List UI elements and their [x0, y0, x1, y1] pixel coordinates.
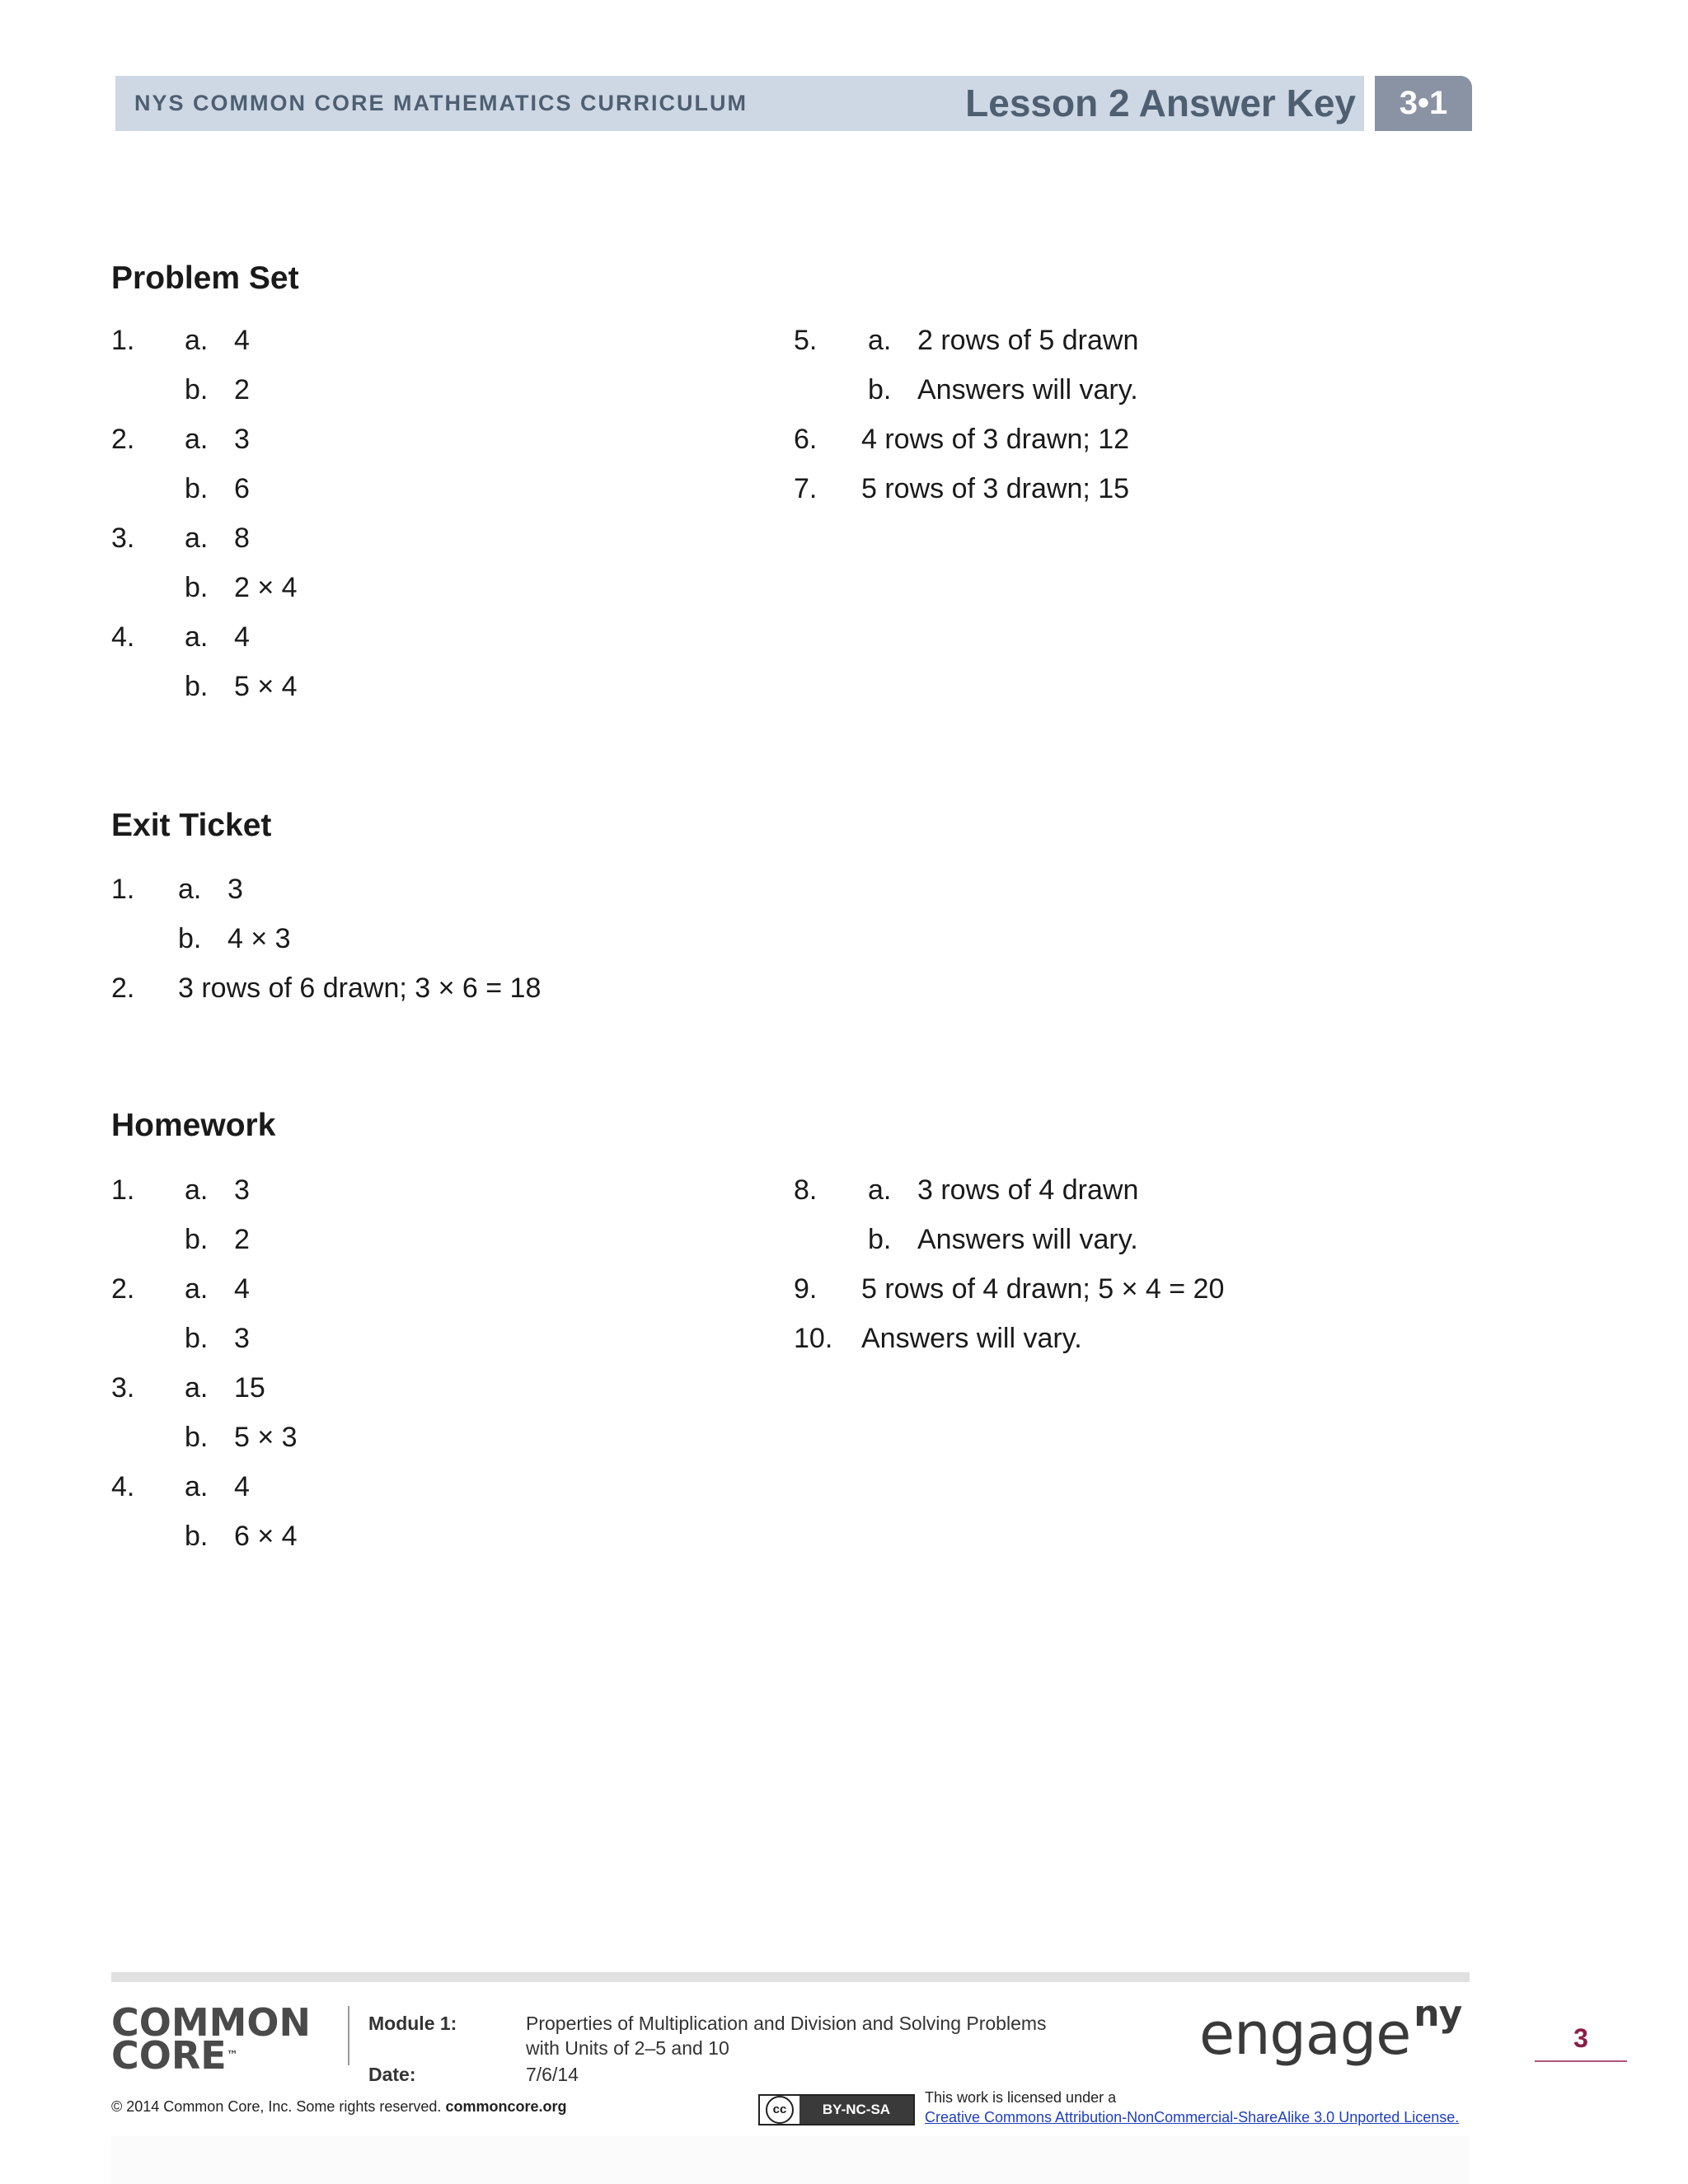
- answer-text: 5 × 4: [234, 671, 298, 702]
- item-number: 3.: [111, 1372, 135, 1404]
- ny-superscript: ny: [1414, 1993, 1462, 2035]
- item-number: 7.: [794, 473, 818, 504]
- cc-icon: cc: [766, 2096, 794, 2124]
- item-letter: a.: [868, 1174, 892, 1206]
- item-letter: a.: [185, 621, 209, 653]
- problem-set-title: Problem Set: [111, 260, 299, 296]
- item-letter: b.: [868, 374, 892, 405]
- answer-text: 6 × 4: [234, 1521, 298, 1552]
- answer-text: 3 rows of 6 drawn; 3 × 6 = 18: [178, 972, 542, 1004]
- exit-ticket-title: Exit Ticket: [111, 808, 272, 843]
- answer-text: 4: [234, 1471, 250, 1502]
- creative-commons-badge: [758, 2094, 915, 2125]
- answer-text: 5 × 3: [234, 1422, 298, 1453]
- copyright-notice: [111, 2098, 566, 2116]
- bottom-strip: [111, 2136, 1470, 2184]
- logo-line-2: CORE: [111, 2033, 227, 2078]
- item-number: 1.: [111, 325, 135, 356]
- answer-text: 2 rows of 5 drawn: [917, 325, 1139, 356]
- license-text: This work is licensed under a: [925, 2089, 1117, 2106]
- item-number: 1.: [111, 874, 135, 905]
- item-number: 8.: [794, 1174, 818, 1206]
- page-number: 3: [1535, 2023, 1627, 2062]
- answer-text: Answers will vary.: [861, 1323, 1082, 1354]
- answer-text: 3: [234, 1174, 250, 1206]
- item-number: 5.: [794, 325, 818, 356]
- item-letter: a.: [185, 424, 209, 455]
- answer-text: 5 rows of 3 drawn; 15: [861, 473, 1130, 504]
- answer-text: 4 × 3: [227, 923, 291, 954]
- answer-text: 15: [234, 1372, 265, 1404]
- homework-title: Homework: [111, 1108, 276, 1143]
- page-title: Lesson 2 Answer Key: [965, 82, 1356, 124]
- answer-text: 4: [234, 1273, 250, 1305]
- item-letter: b.: [185, 1224, 209, 1255]
- item-number: 4.: [111, 1471, 135, 1502]
- grade-module-badge: 3•1: [1375, 76, 1472, 131]
- answer-text: 8: [234, 523, 250, 554]
- module-title-line-1: Properties of Multiplication and Division and Solving Problems: [526, 2013, 1047, 2034]
- date-label: Date:: [368, 2064, 416, 2085]
- item-letter: a.: [185, 523, 209, 554]
- answer-text: Answers will vary.: [917, 1224, 1138, 1255]
- item-number: 2.: [111, 424, 135, 455]
- item-letter: a.: [185, 1174, 209, 1206]
- item-letter: b.: [185, 374, 209, 405]
- item-number: 2.: [111, 972, 135, 1004]
- item-letter: b.: [185, 671, 209, 702]
- answer-text: 2: [234, 1224, 250, 1255]
- item-number: 2.: [111, 1273, 135, 1305]
- footer-rule: [111, 1972, 1470, 1982]
- item-letter: b.: [185, 1323, 209, 1354]
- module-label: Module 1:: [368, 2013, 457, 2034]
- answer-text: 6: [234, 473, 250, 504]
- answer-text: 4: [234, 325, 250, 356]
- item-letter: a.: [185, 325, 209, 356]
- date-value: 7/6/14: [526, 2064, 579, 2085]
- answer-text: 3: [234, 1323, 250, 1354]
- item-letter: a.: [185, 1273, 209, 1305]
- item-number: 10.: [794, 1323, 833, 1354]
- copyright-site: commoncore.org: [445, 2098, 567, 2115]
- answer-text: 4: [234, 621, 250, 653]
- item-letter: b.: [185, 1422, 209, 1453]
- license-link[interactable]: Creative Commons Attribution-NonCommercial-ShareAlike 3.0 Unported License.: [925, 2109, 1460, 2125]
- answer-text: Answers will vary.: [917, 374, 1138, 405]
- item-number: 6.: [794, 424, 818, 455]
- answer-text: 3: [234, 424, 250, 455]
- answer-text: 3 rows of 4 drawn: [917, 1174, 1139, 1206]
- item-letter: a.: [178, 874, 202, 905]
- engageny-logo: [1199, 1993, 1461, 2068]
- answer-text: 2: [234, 374, 250, 405]
- item-letter: b.: [868, 1224, 892, 1255]
- item-letter: b.: [185, 473, 209, 504]
- item-number: 3.: [111, 523, 135, 554]
- module-title-line-2: with Units of 2–5 and 10: [526, 2037, 729, 2059]
- item-letter: b.: [185, 1521, 209, 1552]
- item-letter: b.: [178, 923, 202, 954]
- footer-separator: [348, 2006, 349, 2065]
- item-letter: b.: [185, 572, 209, 603]
- item-number: 4.: [111, 621, 135, 653]
- item-number: 1.: [111, 1174, 135, 1206]
- cc-license-label: BY-NC-SA: [799, 2096, 913, 2124]
- answer-text: 3: [227, 874, 243, 905]
- common-core-logo: COMMON CORE™: [111, 2000, 312, 2078]
- item-letter: a.: [185, 1471, 209, 1502]
- copyright-text: © 2014 Common Core, Inc. Some rights reserved.: [111, 2098, 442, 2115]
- logo-line-1: COMMON: [111, 2000, 312, 2045]
- curriculum-label: NYS COMMON CORE MATHEMATICS CURRICULUM: [134, 91, 748, 115]
- answer-text: 4 rows of 3 drawn; 12: [861, 424, 1130, 455]
- item-letter: a.: [868, 325, 892, 356]
- answer-text: 2 × 4: [234, 572, 298, 603]
- engage-word: engage: [1199, 2000, 1411, 2068]
- item-number: 9.: [794, 1273, 818, 1305]
- answer-text: 5 rows of 4 drawn; 5 × 4 = 20: [861, 1273, 1225, 1305]
- item-letter: a.: [185, 1372, 209, 1404]
